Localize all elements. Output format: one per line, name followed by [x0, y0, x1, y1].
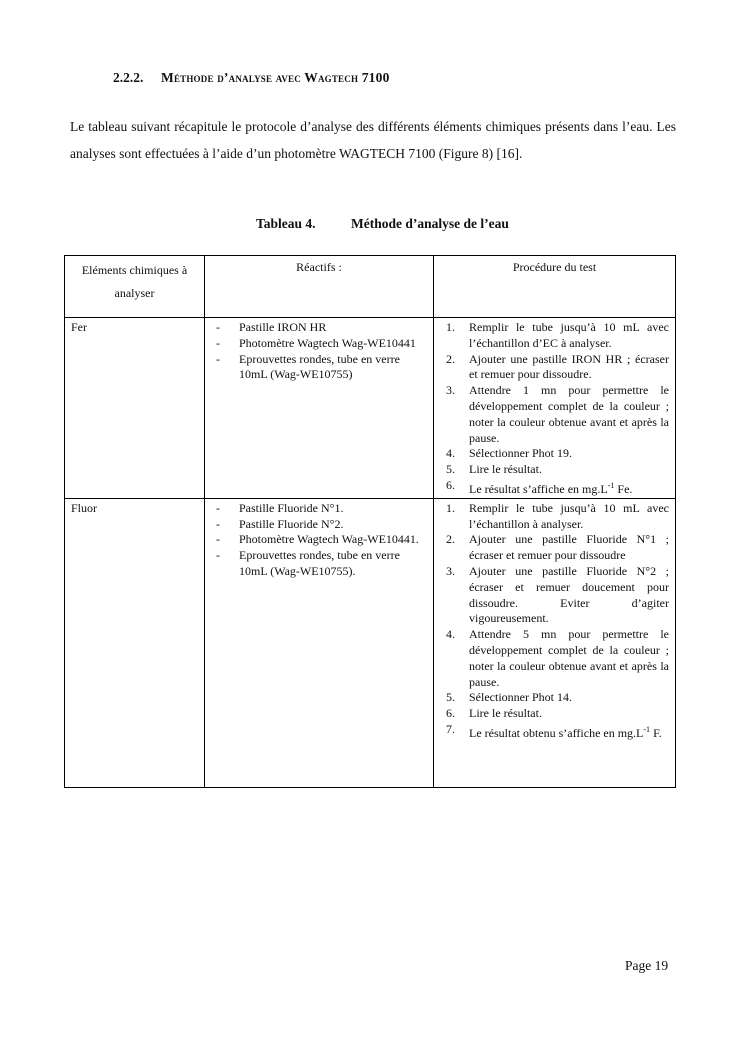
- section-title: Méthode d’analyse avec Wagtech 7100: [161, 70, 390, 85]
- step-text: Remplir le tube jusqu’à 10 mL avec l’échantillon d’EC à analyser.: [469, 320, 669, 350]
- step-text: Le résultat obtenu s’affiche en mg.L: [469, 725, 644, 740]
- procedure-step: [444, 627, 669, 690]
- step-number: 1.: [446, 500, 455, 515]
- step-text: Ajouter une pastille Fluoride N°2 ; écraser et remuer doucement pour dissoudre. Eviter d’agiter vigoureusement.: [469, 563, 669, 626]
- procedure-step: [444, 478, 669, 498]
- reactifs-list: [215, 501, 427, 580]
- reactif-item: - Pastille IRON HR: [215, 320, 427, 336]
- step-number: 1.: [446, 320, 455, 334]
- procedure-steps: [444, 501, 669, 742]
- reactifs-cell: [205, 318, 434, 499]
- step-text: Lire le résultat.: [469, 462, 542, 477]
- table-row: [65, 318, 676, 499]
- step-number: 7.: [446, 721, 455, 736]
- procedure-step: [444, 532, 669, 564]
- step-number: 4.: [446, 627, 455, 642]
- procedure-steps: [444, 320, 669, 498]
- table-caption-label: Tableau 4.: [256, 216, 316, 231]
- step-number: 2.: [446, 351, 455, 366]
- header-reactifs: Réactifs :: [205, 256, 434, 318]
- procedure-step: [444, 462, 669, 478]
- header-elements: Eléments chimiques à analyser: [65, 256, 205, 318]
- step-number: 5.: [446, 462, 455, 477]
- element-cell: Fluor: [65, 498, 205, 787]
- step-text: Ajouter une pastille Fluoride N°1 ; écraser et remuer pour dissoudre: [469, 532, 669, 563]
- procedure-step: [444, 446, 669, 462]
- table-row: [65, 498, 676, 787]
- step-text-tail: Fe.: [614, 481, 633, 496]
- page-number: Page 19: [625, 958, 669, 973]
- step-number: 6.: [446, 706, 455, 721]
- step-text: Remplir le tube jusqu’à 10 mL avec l’échantillon à analyser.: [469, 500, 669, 531]
- step-text: Lire le résultat.: [469, 706, 542, 721]
- reactif-item: - Photomètre Wagtech Wag-WE10441.: [215, 532, 427, 548]
- step-number: 6.: [446, 477, 455, 492]
- step-number: 3.: [446, 383, 455, 398]
- procedure-step: [444, 722, 669, 742]
- procedure-step: [444, 501, 669, 533]
- step-text: Ajouter une pastille IRON HR ; écraser et remuer pour dissoudre.: [469, 351, 669, 382]
- step-text: Attendre 5 mn pour permettre le développement complet de la couleur ; noter la couleur obtenue avant et après la pause.: [469, 627, 669, 689]
- procedure-step: [444, 706, 669, 722]
- analysis-method-table: [64, 255, 676, 788]
- table-caption-title: Méthode d’analyse de l’eau: [351, 216, 509, 231]
- reactif-item: - Pastille Fluoride N°1.: [215, 501, 427, 517]
- step-text: Sélectionner Phot 19.: [469, 446, 572, 461]
- element-cell: Fer: [65, 318, 205, 499]
- step-number: 5.: [446, 690, 455, 705]
- section-number: 2.2.2.: [113, 70, 144, 85]
- reactifs-cell: [205, 498, 434, 787]
- procedure-step: [444, 383, 669, 446]
- procedure-step: [444, 320, 669, 352]
- section-heading: [113, 70, 390, 86]
- procedure-step: [444, 690, 669, 706]
- step-text-tail: F.: [650, 725, 662, 740]
- reactif-item: - Photomètre Wagtech Wag-WE10441: [215, 336, 427, 352]
- table-caption: [256, 216, 509, 232]
- step-number: 2.: [446, 532, 455, 547]
- reactifs-list: [215, 320, 427, 383]
- unit-exponent: -1: [643, 724, 651, 734]
- procedure-cell: [434, 318, 676, 499]
- step-text: Le résultat s’affiche en mg.L: [469, 481, 608, 496]
- reactif-item: - Eprouvettes rondes, tube en verre 10mL (Wag-WE10755).: [215, 548, 427, 580]
- header-procedure: Procédure du test: [434, 256, 676, 318]
- unit-exponent: -1: [607, 480, 615, 490]
- step-number: 4.: [446, 446, 455, 461]
- reactif-item: - Eprouvettes rondes, tube en verre 10mL (Wag-WE10755): [215, 352, 427, 384]
- intro-paragraph: Le tableau suivant récapitule le protocole d’analyse des différents éléments chimiques présents dans l’eau. Les analyses sont effectuées à l’aide d’un photomètre WAGTECH 7100 (Figure 8) [16].: [70, 119, 676, 161]
- procedure-step: [444, 352, 669, 384]
- procedure-cell: [434, 498, 676, 787]
- step-text: Attendre 1 mn pour permettre le développement complet de la couleur ; noter la couleur obtenue avant et après la pause.: [469, 383, 669, 445]
- table-header-row: [65, 256, 676, 318]
- procedure-step: [444, 564, 669, 627]
- step-text: Sélectionner Phot 14.: [469, 690, 572, 705]
- step-number: 3.: [446, 563, 455, 578]
- reactif-item: - Pastille Fluoride N°2.: [215, 517, 427, 533]
